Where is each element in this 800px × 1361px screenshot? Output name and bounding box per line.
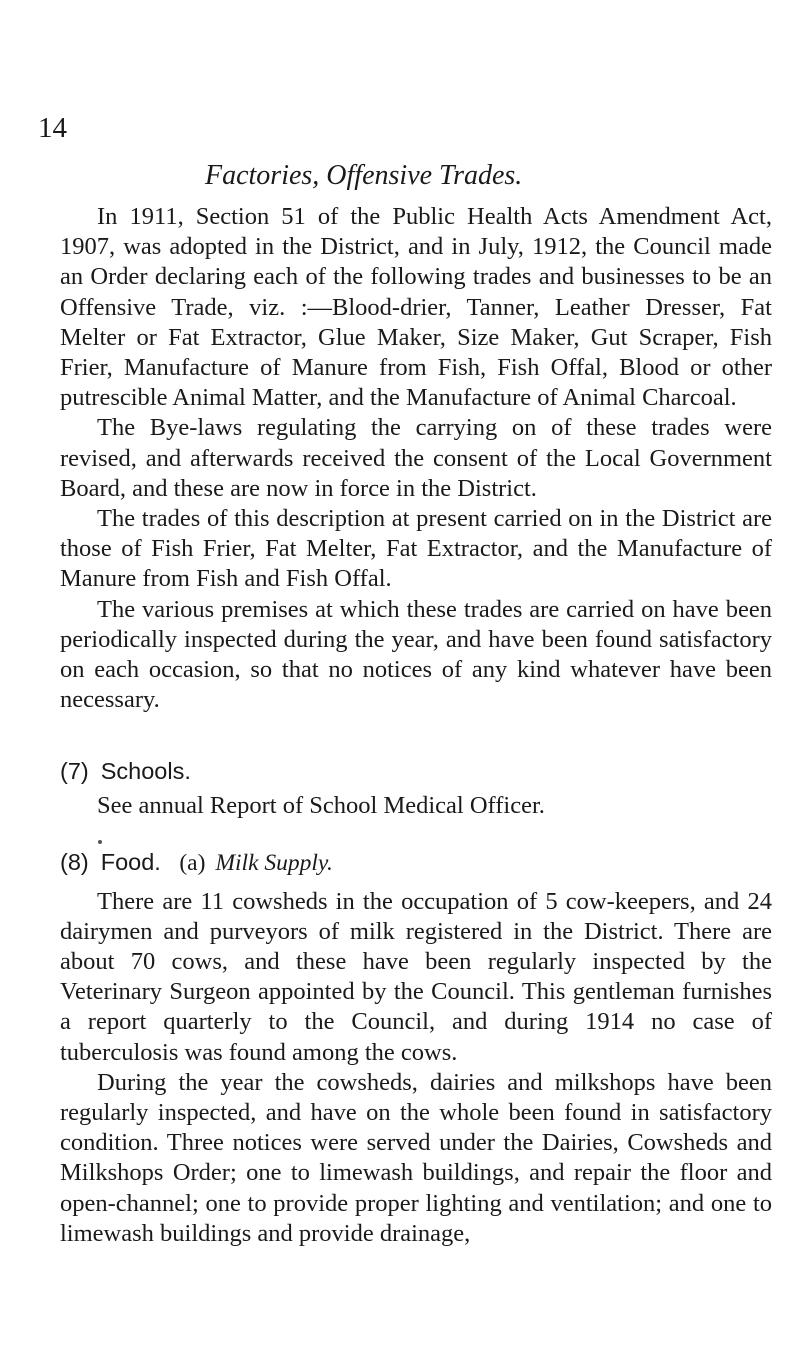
page-content [60, 160, 772, 1249]
ink-speck [98, 840, 102, 844]
section-heading-food [60, 846, 772, 879]
paragraph-offensive-3: The trades of this description at present carried on in the District are those of Fish Frier, Fat Melter, Fat Extractor, and the Manufacture of Manure from Fish and Fish Offal. [60, 505, 772, 593]
section-title-offensive-trades: Factories, Offensive Trades. [205, 160, 523, 191]
paragraph-offensive-2: The Bye-laws regulating the carrying on of these trades were revised, and afterwards received the consent of the Local Government Board, and these are now in force in the District. [60, 414, 772, 502]
section-number-food: (8) [60, 848, 89, 875]
subsection-title-milk-supply: Milk Supply. [215, 849, 333, 876]
paragraph-schools: See annual Report of School Medical Officer. [97, 792, 545, 820]
section-heading-schools [60, 755, 772, 787]
section-title-schools: Schools. [100, 758, 191, 785]
paragraph-offensive-1: In 1911, Section 51 of the Public Health Acts Amendment Act, 1907, was adopted in the District, and in July, 1912, the Council made an Order declaring each of the following trades and businesses to be an Offensive Trade, viz. :—Blood-drier, Tanner, Leather Dresser, Fat Melter or Fat Extractor, Glue Maker, Size Maker, Gut Scraper, Fish Frier, Manufacture of Manure from Fish, Fish Offal, Blood or other putrescible Animal Matter, and the Manufacture of Animal Charcoal. [60, 203, 772, 412]
paragraph-offensive-4: The various premises at which these trades are carried on have been periodically inspected during the year, and have been found satisfactory on each occasion, so that no notices of any kind whatever have been necessary. [60, 595, 772, 714]
subsection-letter: (a) [179, 849, 206, 876]
paragraph-milk-2: During the year the cowsheds, dairies and milkshops have been regularly inspected, and have on the whole been found in satisfactory condition. Three notices were served under the Dairies, Cowsheds and Milkshops Order; one to limewash buildings, and repair the floor and open-channel; one to provide proper lighting and ventilation; and one to limewash buildings and provide drainage, [60, 1068, 772, 1247]
section-title-food: Food. [100, 848, 161, 875]
section-number-schools: (7) [60, 758, 89, 785]
page-number: 14 [38, 112, 67, 144]
paragraph-milk-1: There are 11 cowsheds in the occupation of 5 cow-keepers, and 24 dairymen and purveyors of milk registered in the District. There are about 70 cows, and these have been regularly inspected by the Veterinary Surgeon appointed by the Council. This gentleman furnishes a report quarterly to the Council, and during 1914 no case of tuberculosis was found among the cows. [60, 887, 772, 1066]
